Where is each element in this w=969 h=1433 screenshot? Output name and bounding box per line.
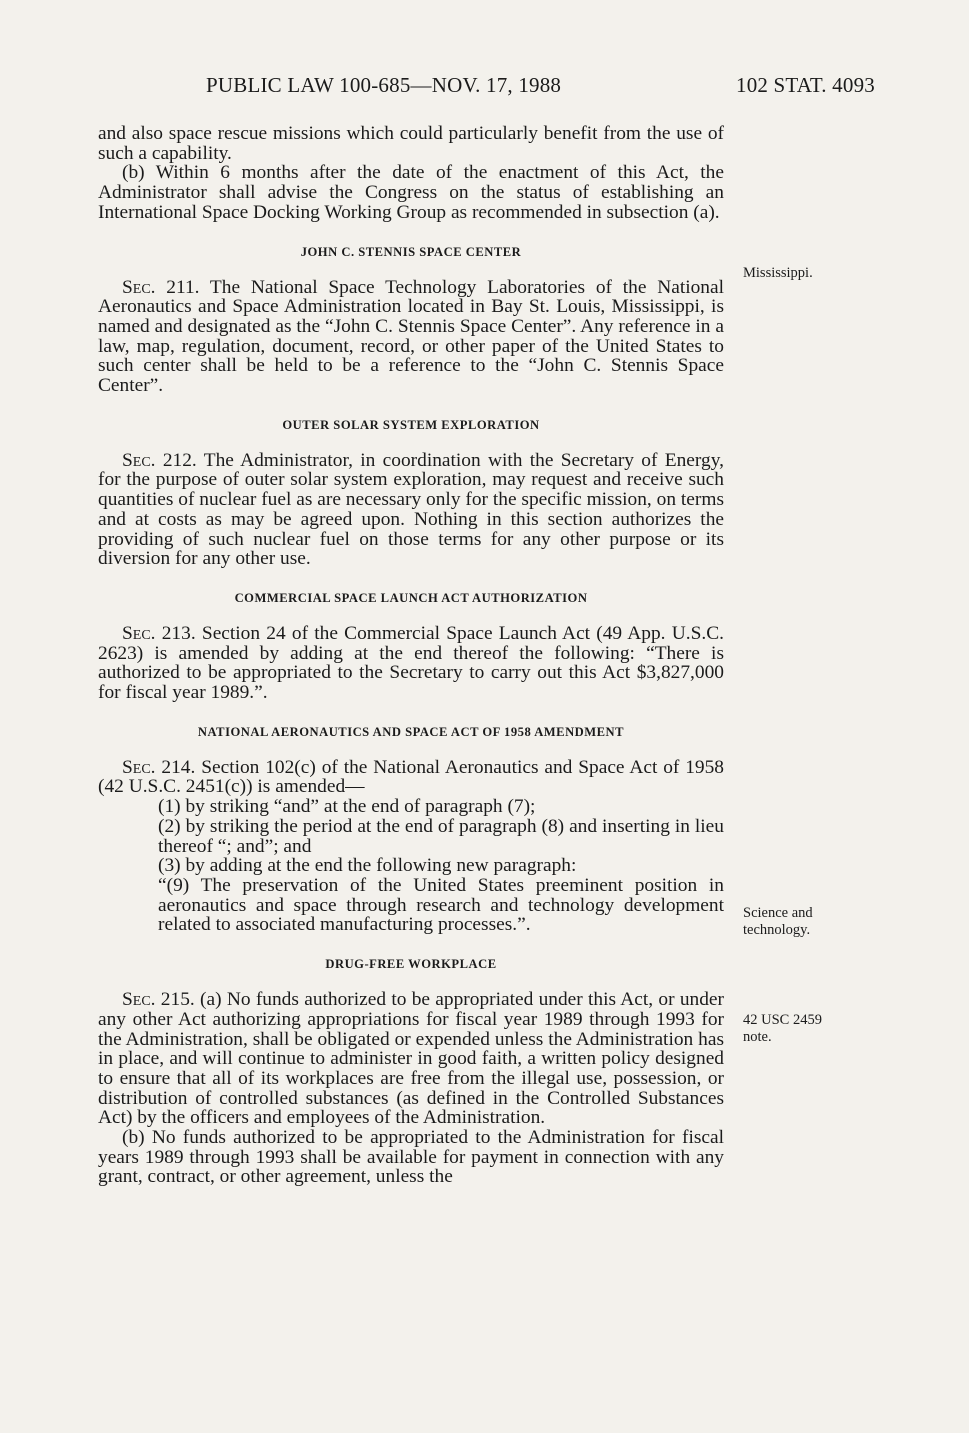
section-213-label: Sec. 213. xyxy=(122,622,196,644)
heading-stennis: JOHN C. STENNIS SPACE CENTER xyxy=(300,244,522,259)
margin-note-usc: 42 USC 2459 note. xyxy=(743,1012,822,1045)
section-215-label: Sec. 215. xyxy=(122,989,195,1011)
section-214-item-1: (1) by striking “and” at the end of paragraph (7); xyxy=(158,796,536,818)
section-213-text: Section 24 of the Commercial Space Launch Act (49 App. U.S.C. 2623) is amended by adding at the end thereof the following: “There is authorized to be appropriated to the Secretary to carry out this Act $3,827,000 for fiscal year 1989.”. xyxy=(98,622,725,704)
heading-nasa-act: NATIONAL AERONAUTICS AND SPACE ACT OF 1958 AMENDMENT xyxy=(197,724,625,739)
section-214-item-3: (3) by adding at the end the following new paragraph: xyxy=(158,855,577,877)
section-212-label: Sec. 212. xyxy=(122,449,197,471)
margin-note-mississippi: Mississippi. xyxy=(743,265,813,281)
section-215-a xyxy=(98,990,724,1128)
section-214-paragraph-9: “(9) The preservation of the United States preeminent position in aeronautics and space through research and technology development related to associated manufacturing processes.”. xyxy=(158,874,724,936)
section-214-item-2: (2) by striking the period at the end of paragraph (8) and inserting in lieu thereof “; and”; and xyxy=(158,815,724,857)
heading-outer-solar: OUTER SOLAR SYSTEM EXPLORATION xyxy=(282,417,540,432)
paragraph-continuation: and also space rescue missions which could particularly benefit from the use of such a capability. xyxy=(98,123,724,164)
running-header-title: PUBLIC LAW 100-685—NOV. 17, 1988 xyxy=(206,73,562,97)
section-213 xyxy=(98,624,724,703)
heading-drug-free: DRUG-FREE WORKPLACE xyxy=(325,957,497,972)
section-214-label: Sec. 214. xyxy=(122,756,196,778)
section-214-text: Section 102(c) of the National Aeronautics and Space Act of 1958 (42 U.S.C. 2451(c)) is amended— xyxy=(98,756,724,798)
section-211-text: The National Space Technology Laboratories of the National Aeronautics and Space Administration located in Bay St. Louis, Mississippi, is named and designated as the “John C. Stennis Space Center”. Any reference in a law, map, regulation, document, record, or other paper of the United States to such center shall be held to be a reference to the “John C. Stennis Space Center”. xyxy=(98,276,724,397)
section-212-text: The Administrator, in coordination with the Secretary of Energy, for the purpose of outer solar system exploration, may request and receive such quantities of nuclear fuel as are necessary only for the specific mission, on terms and at costs as may be agreed upon. Nothing in this section authorizes the providing of such nuclear fuel on those terms for any other purpose or its diversion for any other use. xyxy=(98,449,724,570)
section-211 xyxy=(98,278,724,396)
heading-commercial-space: COMMERCIAL SPACE LAUNCH ACT AUTHORIZATION xyxy=(234,590,588,605)
section-215-a-text: (a) No funds authorized to be appropriated under this Act, or under any other Act authorizing appropriations for fiscal year 1989 through 1993 for the Administration, shall be obligated or expended unless the Administration has in place, and will continue to administer in good faith, a written policy designed to ensure that all of its workplaces are free from the illegal use, possession, or distribution of controlled substances (as defined in the Controlled Substances Act) by the officers and employees of the Administration. xyxy=(98,989,724,1129)
section-215-b: (b) No funds authorized to be appropriated to the Administration for fiscal years 1989 through 1993 shall be available for payment in connection with any grant, contract, or other agreement, unless the xyxy=(98,1127,724,1188)
margin-note-science: Science and technology. xyxy=(743,905,813,938)
body-column xyxy=(98,124,724,1187)
section-214 xyxy=(98,758,724,797)
section-212 xyxy=(98,451,724,569)
paragraph-b: (b) Within 6 months after the date of the enactment of this Act, the Administrator shall advise the Congress on the status of establishing an International Space Docking Working Group as recommended in subsection (a). xyxy=(98,162,724,223)
section-211-label: Sec. 211. xyxy=(122,276,200,298)
running-header-stat: 102 STAT. 4093 xyxy=(736,73,875,97)
